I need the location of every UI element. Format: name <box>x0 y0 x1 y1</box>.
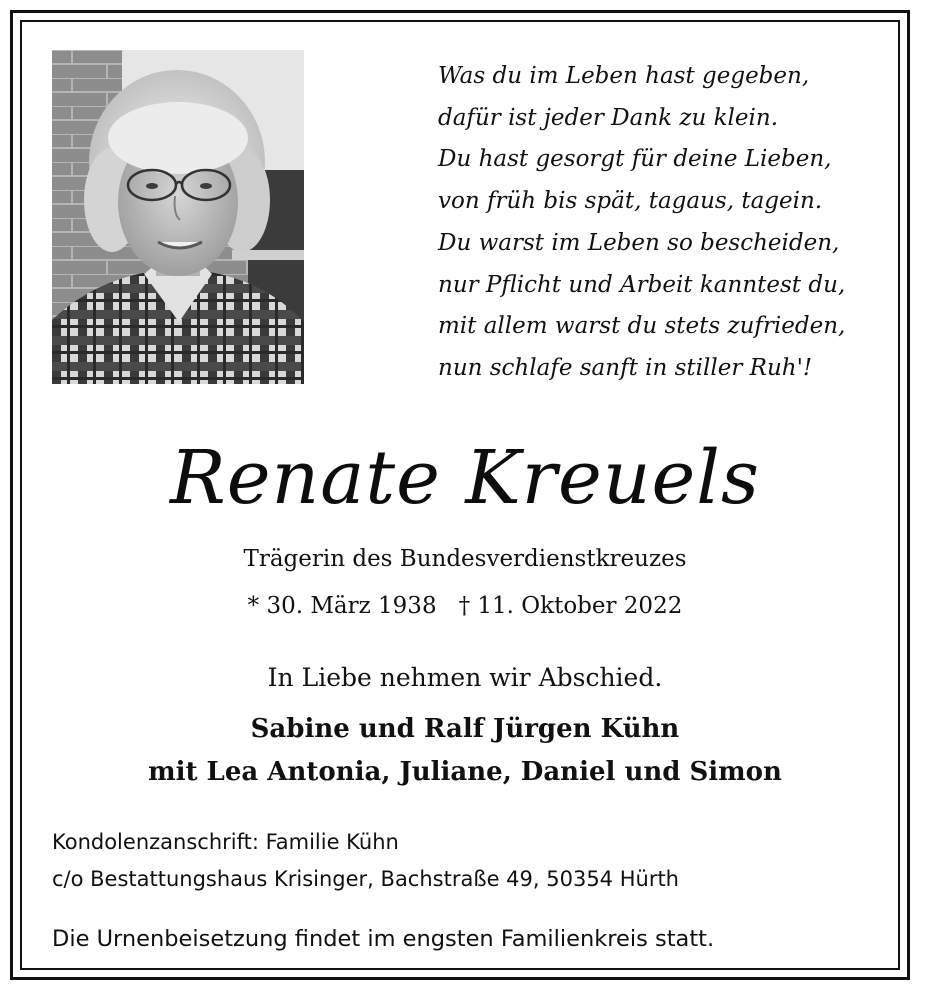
portrait-photo <box>52 50 304 384</box>
poem-line: Du hast gesorgt für deine Lieben, <box>438 146 832 173</box>
burial-note: Die Urnenbeisetzung findet im engsten Familienkreis statt. <box>52 926 715 952</box>
family-names-line-2: mit Lea Antonia, Juliane, Daniel und Simon <box>148 757 782 787</box>
poem-line: Was du im Leben hast gegeben, <box>438 63 810 89</box>
farewell-text: In Liebe nehmen wir Abschied. <box>267 663 663 692</box>
condolence-address-line-2: c/o Bestattungshaus Krisinger, Bachstraße 49, 50354 Hürth <box>52 867 679 891</box>
poem-line: Du warst im Leben so bescheiden, <box>438 229 840 256</box>
life-dates <box>0 590 930 622</box>
family-names-line-1: Sabine und Ralf Jürgen Kühn <box>250 714 680 744</box>
condolence-address-line-1: Kondolenzanschrift: Familie Kühn <box>52 830 399 854</box>
poem-line: nur Pflicht und Arbeit kanntest du, <box>438 271 846 298</box>
poem-line: von früh bis spät, tagaus, tagein. <box>438 188 823 215</box>
death-date: † 11. Oktober 2022 <box>458 593 683 619</box>
poem-line: nun schlafe sanft in stiller Ruh'! <box>438 354 813 381</box>
poem-line: dafür ist jeder Dank zu klein. <box>438 104 779 131</box>
poem-line: mit allem warst du stets zufrieden, <box>438 313 846 340</box>
birth-date: * 30. März 1938 <box>247 593 437 619</box>
condolence-address <box>52 824 679 898</box>
deceased-name: Renate Kreuels <box>170 435 760 521</box>
poem <box>438 56 898 390</box>
honor-title: Trägerin des Bundesverdienstkreuzes <box>243 546 687 572</box>
